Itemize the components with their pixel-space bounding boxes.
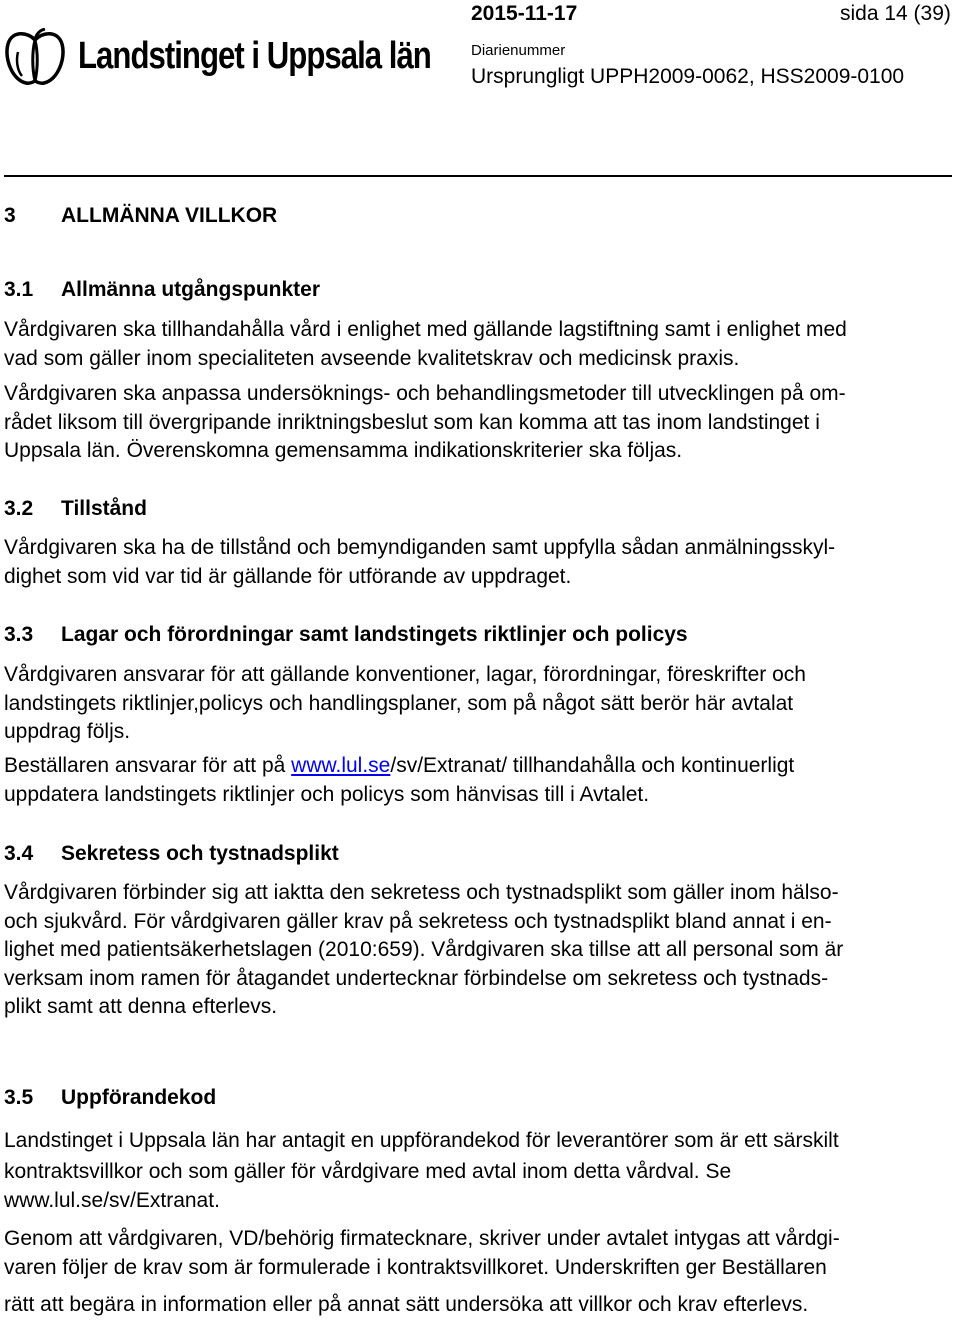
- subsection-title: Lagar och förordningar samt landstingets riktlinjer och policys: [61, 623, 688, 646]
- text-line: vad som gäller inom specialiteten avseende kvalitetskrav och medicinsk praxis.: [4, 346, 740, 370]
- subsection-heading: [4, 277, 320, 303]
- paragraph: [4, 1124, 954, 1215]
- paragraph: [4, 752, 954, 809]
- apple-logo-icon: [4, 28, 66, 86]
- text-line: Genom att vårdgivaren, VD/behörig firmatecknare, skriver under avtalet intygas att vårdgi-: [4, 1227, 840, 1250]
- paragraph: [4, 1225, 954, 1320]
- text-line: dighet som vid var tid är gällande för utförande av uppdraget.: [4, 564, 572, 588]
- text-line: varen följer de krav som är formulerade i kontraktsvillkoret. Underskriften ger Beställaren: [4, 1255, 827, 1279]
- lul-link[interactable]: www.lul.se: [291, 754, 391, 777]
- subsection-number: 3.4: [4, 842, 34, 865]
- subsection-heading: [4, 1085, 216, 1111]
- subsection-number: 3.3: [4, 623, 34, 646]
- subsection-heading: [4, 496, 147, 522]
- section-heading: [4, 203, 277, 229]
- text-line: uppdatera landstingets riktlinjer och policys som hänvisas till i Avtalet.: [4, 782, 650, 806]
- paragraph: [4, 316, 954, 373]
- text-line: Landstinget i Uppsala län har antagit en uppförandekod för leverantörer som är ett särskilt: [4, 1129, 839, 1152]
- subsection-title: Uppförandekod: [61, 1086, 217, 1109]
- text-line: [4, 752, 954, 781]
- paragraph: [4, 661, 954, 747]
- paragraph: [4, 879, 954, 1022]
- text-line: verksam inom ramen för åtagandet undertecknar förbindelse om sekretess och tystnads-: [4, 966, 829, 990]
- section-number: 3: [4, 204, 16, 227]
- subsection-heading: [4, 622, 688, 648]
- paragraph: [4, 380, 954, 466]
- subsection-heading: [4, 841, 339, 867]
- text-line: www.lul.se/sv/Extranat.: [4, 1189, 220, 1212]
- text-line: och sjukvård. För vårdgivaren gäller krav på sekretess och tystnadsplikt bland annat i en-: [4, 909, 832, 933]
- diarienummer-value: Ursprungligt UPPH2009-0062, HSS2009-0100: [471, 65, 905, 88]
- org-name: Landstinget i Uppsala län: [78, 35, 431, 77]
- text-line: Uppsala län. Överenskomna gemensamma indikationskriterier ska följas.: [4, 439, 683, 462]
- subsection-title: Sekretess och tystnadsplikt: [61, 842, 339, 865]
- text-line: plikt samt att denna efterlevs.: [4, 995, 278, 1018]
- subsection-number: 3.5: [4, 1086, 34, 1109]
- text-line: uppdrag följs.: [4, 720, 131, 743]
- text-span: Beställaren ansvarar för att på: [4, 754, 292, 777]
- text-line: landstingets riktlinjer,policys och handlingsplaner, som på något sätt berör här avtalat: [4, 691, 794, 715]
- text-line: Vårdgivaren ska tillhandahålla vård i enlighet med gällande lagstiftning samt i enlighet med: [4, 318, 847, 341]
- paragraph: [4, 534, 954, 591]
- subsection-title: Allmänna utgångspunkter: [61, 278, 321, 301]
- text-span: /sv/Extranat/ tillhandahålla och kontinuerligt: [390, 754, 795, 777]
- subsection-number: 3.2: [4, 497, 34, 520]
- document-date: 2015-11-17: [471, 2, 578, 25]
- text-line: Vårdgivaren ska ha de tillstånd och bemyndiganden samt uppfylla sådan anmälningsskyl-: [4, 536, 836, 559]
- text-line: Vårdgivaren förbinder sig att iaktta den sekretess och tystnadsplikt som gäller inom hälso-: [4, 881, 839, 904]
- subsection-title: Tillstånd: [61, 497, 147, 520]
- text-line: Vårdgivaren ansvarar för att gällande konventioner, lagar, förordningar, föreskrifter och: [4, 663, 806, 686]
- header-divider: [4, 175, 952, 177]
- page-number: sida 14 (39): [840, 2, 951, 25]
- diarienummer-label: Diarienummer: [471, 42, 566, 59]
- text-line: kontraktsvillkor och som gäller för vårdgivare med avtal inom detta vårdval. Se: [4, 1160, 732, 1183]
- section-title: ALLMÄNNA VILLKOR: [61, 204, 278, 227]
- text-line: Vårdgivaren ska anpassa undersöknings- och behandlingsmetoder till utvecklingen på om-: [4, 382, 846, 405]
- text-line: rådet liksom till övergripande inriktningsbeslut som kan komma att tas inom landstinget i: [4, 410, 820, 434]
- subsection-number: 3.1: [4, 278, 34, 301]
- text-line: lighet med patientsäkerhetslagen (2010:659). Vårdgivaren ska tillse att all personal som är: [4, 938, 844, 961]
- text-line: rätt att begära in information eller på annat sätt undersöka att villkor och krav efterlevs.: [4, 1293, 809, 1316]
